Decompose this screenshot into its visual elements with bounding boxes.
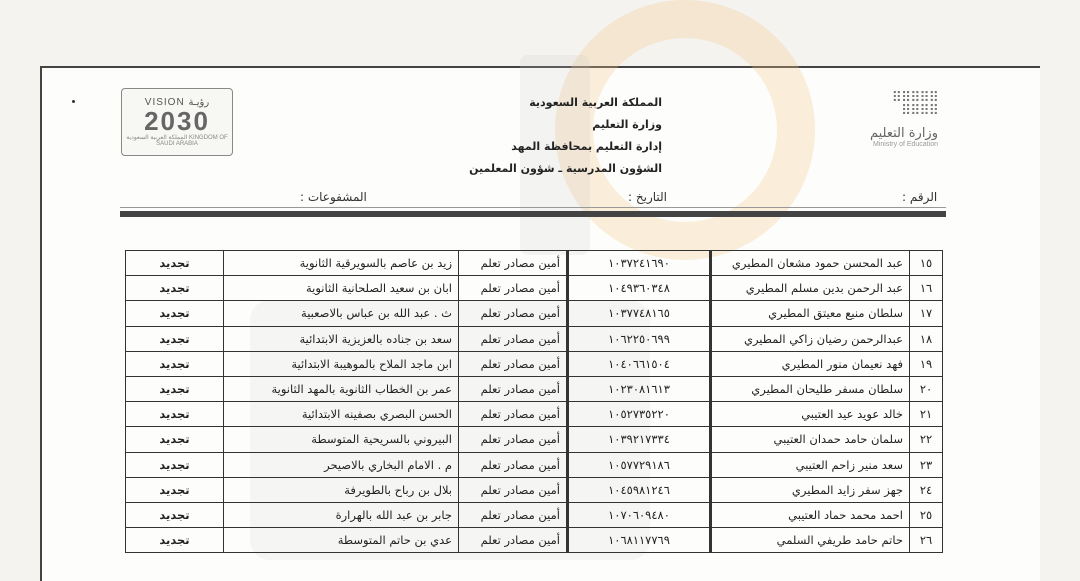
request-status-cell: تجديد: [126, 326, 224, 351]
vision-logo-line2: 2030: [144, 106, 210, 136]
employee-name-cell: عبدالرحمن رضيان زاكي المطيري: [711, 326, 910, 351]
request-status-cell: تجديد: [126, 427, 224, 452]
table-row: [126, 351, 943, 376]
stray-dot: [72, 100, 75, 103]
school-name-cell: م . الامام البخاري بالاصيحر: [224, 452, 459, 477]
ministry-of-education-logo: [818, 92, 938, 162]
table-row: [126, 452, 943, 477]
table-row: [126, 276, 943, 301]
job-title-cell: أمين مصادر تعلم: [459, 276, 568, 301]
request-status-cell: تجديد: [126, 528, 224, 553]
school-name-cell: عدي بن حاتم المتوسطة: [224, 528, 459, 553]
national-id-cell: ١٠٥٧٧٢٩١٨٦: [568, 452, 711, 477]
moe-dots-icon: ⠿⠿⠿⠿⠿ ⠿⠿⠿⠿: [891, 90, 938, 119]
national-id-cell: ١٠٥٢٧٣٥٢٢٠: [568, 402, 711, 427]
header-rule-thick: [120, 211, 946, 217]
attachments-label: المشفوعات :: [300, 190, 367, 204]
date-label: التاريخ :: [628, 190, 668, 204]
national-id-cell: ١٠٦٨١١٧٧٦٩: [568, 528, 711, 553]
national-id-cell: ١٠٤٥٩٨١٢٤٦: [568, 477, 711, 502]
letterhead: [402, 92, 662, 180]
row-number-cell: ٢٠: [910, 376, 943, 401]
job-title-cell: أمين مصادر تعلم: [459, 427, 568, 452]
row-number-cell: ٢٢: [910, 427, 943, 452]
vision-logo-line3: المملكة العربية السعودية KINGDOM OF SAUDI ARABIA: [126, 135, 228, 147]
employee-name-cell: عبد الرحمن بدين مسلم المطيري: [711, 276, 910, 301]
school-name-cell: الحسن البصري بصفينه الابتدائية: [224, 402, 459, 427]
employee-name-cell: خالد عويد عيد العتيبي: [711, 402, 910, 427]
national-id-cell: ١٠٧٠٦٠٩٤٨٠: [568, 502, 711, 527]
request-status-cell: تجديد: [126, 276, 224, 301]
national-id-cell: ١٠٣٧٧٤٨١٦٥: [568, 301, 711, 326]
employee-name-cell: جهز سفر زايد المطيري: [711, 477, 910, 502]
job-title-cell: أمين مصادر تعلم: [459, 251, 568, 276]
employee-name-cell: سلطان مسفر طليحان المطيري: [711, 376, 910, 401]
job-title-cell: أمين مصادر تعلم: [459, 301, 568, 326]
header-ministry: وزارة التعليم: [592, 118, 662, 131]
job-title-cell: أمين مصادر تعلم: [459, 351, 568, 376]
vision-2030-logo: [121, 88, 233, 156]
row-number-cell: ٢٣: [910, 452, 943, 477]
national-id-cell: ١٠٤٠٦٦١٥٠٤: [568, 351, 711, 376]
request-status-cell: تجديد: [126, 402, 224, 427]
job-title-cell: أمين مصادر تعلم: [459, 528, 568, 553]
school-name-cell: ث . عبد الله بن عباس بالاصعبية: [224, 301, 459, 326]
national-id-cell: ١٠٢٣٠٨١٦١٣: [568, 376, 711, 401]
job-title-cell: أمين مصادر تعلم: [459, 326, 568, 351]
employee-name-cell: سعد منير زاحم العتيبي: [711, 452, 910, 477]
employee-name-cell: سلطان منيع معيتق المطيري: [711, 301, 910, 326]
staff-table: [125, 250, 943, 553]
row-number-cell: ١٩: [910, 351, 943, 376]
school-name-cell: البيروني بالسريحية المتوسطة: [224, 427, 459, 452]
school-name-cell: زيد بن عاصم بالسويرقية الثانوية: [224, 251, 459, 276]
table-row: [126, 376, 943, 401]
school-name-cell: عمر بن الخطاب الثانوية بالمهد الثانوية: [224, 376, 459, 401]
table-row: [126, 502, 943, 527]
row-number-cell: ٢٤: [910, 477, 943, 502]
row-number-cell: ١٨: [910, 326, 943, 351]
national-id-cell: ١٠٣٩٢١٧٣٣٤: [568, 427, 711, 452]
header-directorate: إدارة التعليم بمحافظة المهد: [511, 140, 662, 153]
header-kingdom: المملكة العربية السعودية: [529, 96, 662, 109]
school-name-cell: جابر بن عبد الله بالهرارة: [224, 502, 459, 527]
moe-logo-en: Ministry of Education: [873, 141, 938, 148]
employee-name-cell: فهد نعيمان منور المطيري: [711, 351, 910, 376]
national-id-cell: ١٠٤٩٣٦٠٣٤٨: [568, 276, 711, 301]
job-title-cell: أمين مصادر تعلم: [459, 477, 568, 502]
table-row: [126, 301, 943, 326]
school-name-cell: ابان بن سعيد الصلحانية الثانوية: [224, 276, 459, 301]
row-number-cell: ١٦: [910, 276, 943, 301]
number-label: الرقم :: [902, 190, 938, 204]
employee-name-cell: حاتم حامد طريفي السلمي: [711, 528, 910, 553]
employee-name-cell: سلمان حامد حمدان العتيبي: [711, 427, 910, 452]
table-row: [126, 427, 943, 452]
request-status-cell: تجديد: [126, 452, 224, 477]
table-row: [126, 251, 943, 276]
school-name-cell: بلال بن رباح بالطويرفة: [224, 477, 459, 502]
job-title-cell: أمين مصادر تعلم: [459, 452, 568, 477]
request-status-cell: تجديد: [126, 477, 224, 502]
school-name-cell: ابن ماجد الملاح بالموهيبة الابتدائية: [224, 351, 459, 376]
table-row: [126, 326, 943, 351]
row-number-cell: ٢٦: [910, 528, 943, 553]
header-department: الشؤون المدرسية ـ شؤون المعلمين: [469, 162, 662, 175]
request-status-cell: تجديد: [126, 351, 224, 376]
request-status-cell: تجديد: [126, 502, 224, 527]
row-number-cell: ٢٥: [910, 502, 943, 527]
row-number-cell: ١٧: [910, 301, 943, 326]
school-name-cell: سعد بن جناده بالعزيزية الابتدائية: [224, 326, 459, 351]
job-title-cell: أمين مصادر تعلم: [459, 376, 568, 401]
employee-name-cell: عبد المحسن حمود مشعان المطيري: [711, 251, 910, 276]
request-status-cell: تجديد: [126, 301, 224, 326]
table-row: [126, 528, 943, 553]
national-id-cell: ١٠٣٧٢٤١٦٩٠: [568, 251, 711, 276]
job-title-cell: أمين مصادر تعلم: [459, 402, 568, 427]
table-row: [126, 402, 943, 427]
header-rule-thin: [120, 207, 946, 208]
row-number-cell: ١٥: [910, 251, 943, 276]
request-status-cell: تجديد: [126, 376, 224, 401]
employee-name-cell: احمد محمد حماد العتيبي: [711, 502, 910, 527]
job-title-cell: أمين مصادر تعلم: [459, 502, 568, 527]
table-row: [126, 477, 943, 502]
vision-logo-line1: VISION رؤيـة: [144, 97, 210, 108]
row-number-cell: ٢١: [910, 402, 943, 427]
national-id-cell: ١٠٦٢٢٥٠٦٩٩: [568, 326, 711, 351]
moe-logo-name: وزارة التعليم: [869, 126, 938, 141]
staff-table-body: [126, 251, 943, 553]
request-status-cell: تجديد: [126, 251, 224, 276]
